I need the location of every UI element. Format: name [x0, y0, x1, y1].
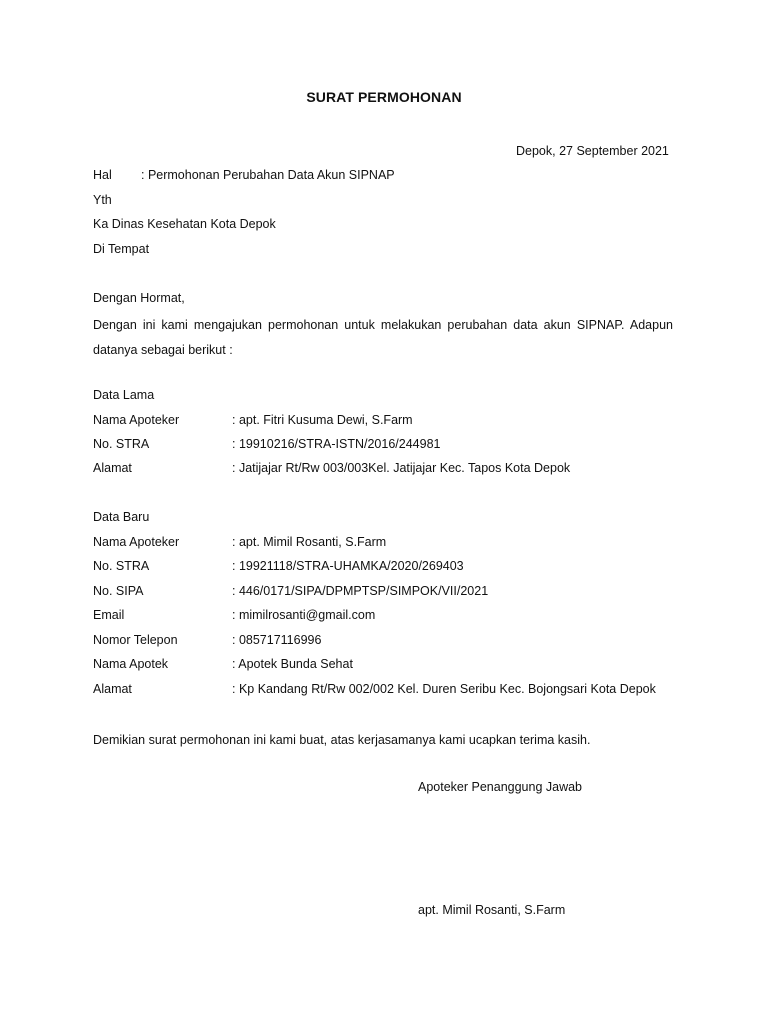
field-label: Email	[93, 608, 125, 622]
field-value: : apt. Fitri Kusuma Dewi, S.Farm	[232, 413, 413, 427]
new-data-row	[93, 608, 375, 622]
signatory-name: apt. Mimil Rosanti, S.Farm	[418, 903, 566, 917]
field-value: : 446/0171/SIPA/DPMPTSP/SIMPOK/VII/2021	[232, 584, 489, 598]
field-label: No. STRA	[93, 437, 150, 451]
greeting: Dengan Hormat,	[93, 291, 185, 305]
new-data-row	[93, 657, 353, 671]
field-label: Alamat	[93, 682, 132, 696]
salutation-yth: Yth	[93, 193, 112, 207]
old-data-row	[93, 461, 570, 475]
new-data-row	[93, 682, 656, 696]
field-value: : Jatijajar Rt/Rw 003/003Kel. Jatijajar Kec. Tapos Kota Depok	[232, 461, 571, 475]
field-label: Nama Apoteker	[93, 413, 180, 427]
field-value: : apt. Mimil Rosanti, S.Farm	[232, 535, 387, 549]
signatory-role: Apoteker Penanggung Jawab	[418, 780, 583, 794]
new-data-row	[93, 559, 464, 573]
field-label: Nomor Telepon	[93, 633, 178, 647]
field-value: : Kp Kandang Rt/Rw 002/002 Kel. Duren Seribu Kec. Bojongsari Kota Depok	[232, 682, 656, 696]
letter-date: Depok, 27 September 2021	[516, 144, 669, 158]
old-data-heading: Data Lama	[93, 388, 155, 402]
field-value: : 085717116996	[232, 633, 322, 647]
new-data-row	[93, 535, 386, 549]
old-data-row	[93, 437, 440, 451]
field-label: Nama Apotek	[93, 657, 169, 671]
field-label: Alamat	[93, 461, 132, 475]
field-value: : 19921118/STRA-UHAMKA/2020/269403	[232, 559, 464, 573]
field-label: No. STRA	[93, 559, 150, 573]
subject-value: : Permohonan Perubahan Data Akun SIPNAP	[141, 168, 395, 182]
field-value: : mimilrosanti@gmail.com	[232, 608, 376, 622]
field-label: Nama Apoteker	[93, 535, 180, 549]
intro-paragraph: Dengan ini kami mengajukan permohonan untuk melakukan perubahan data akun SIPNAP. Adapun datanya sebagai berikut :	[93, 318, 673, 357]
new-data-row	[93, 584, 488, 598]
new-data-row	[93, 633, 321, 647]
new-data-heading: Data Baru	[93, 510, 150, 524]
old-data-row	[93, 413, 413, 427]
field-value: : Apotek Bunda Sehat	[232, 657, 353, 671]
field-value: : 19910216/STRA-ISTN/2016/244981	[232, 437, 441, 451]
letter-title: SURAT PERMOHONAN	[306, 89, 462, 105]
field-label: No. SIPA	[93, 584, 144, 598]
recipient-place: Di Tempat	[93, 242, 150, 256]
subject-label: Hal	[93, 168, 112, 182]
subject-line	[93, 168, 395, 182]
closing-sentence: Demikian surat permohonan ini kami buat, atas kerjasamanya kami ucapkan terima kasih.	[93, 733, 591, 747]
recipient: Ka Dinas Kesehatan Kota Depok	[93, 217, 276, 231]
